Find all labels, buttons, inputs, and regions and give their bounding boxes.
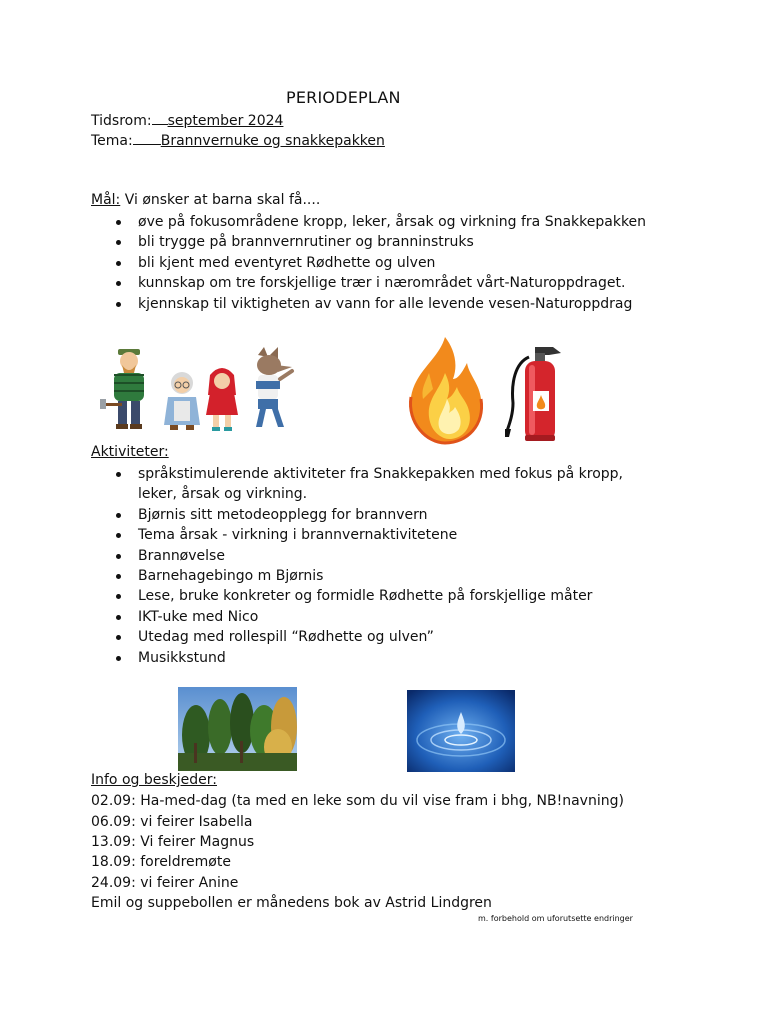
info-heading: Info og beskjeder: xyxy=(91,772,217,788)
activity-item xyxy=(113,464,623,505)
period-label: Tidsrom: xyxy=(91,113,152,129)
activity-item: Bjørnis sitt metodeopplegg for brannvern xyxy=(113,505,623,525)
activity-item: Barnehagebingo m Bjørnis xyxy=(113,566,623,586)
period-value: september 2024 xyxy=(167,113,284,129)
activity-item: Brannøvelse xyxy=(113,546,623,566)
activities-list xyxy=(113,464,623,668)
theme-blank xyxy=(133,132,161,145)
theme-label: Tema: xyxy=(91,133,133,149)
red-riding-hood-figure xyxy=(206,368,238,431)
goals-intro-text: Vi ønsker at barna skal få.... xyxy=(120,192,321,208)
woodcutter-figure xyxy=(100,349,144,429)
activity-item-text: språkstimulerende aktiviteter fra Snakkepakken med fokus på kropp, xyxy=(138,466,623,482)
fire-extinguisher-icon xyxy=(505,343,567,445)
info-line: 24.09: vi feirer Anine xyxy=(91,875,239,891)
grandmother-figure xyxy=(164,372,200,430)
period-line xyxy=(91,112,283,129)
info-line: 13.09: Vi feirer Magnus xyxy=(91,834,255,850)
goal-item: kjennskap til viktigheten av vann for alle levende vesen-Naturoppdrag xyxy=(113,294,646,314)
fire-flame-icon xyxy=(403,333,487,445)
goals-heading: Mål: xyxy=(91,192,121,208)
activity-item: Musikkstund xyxy=(113,648,623,668)
activities-heading: Aktiviteter: xyxy=(91,444,169,460)
wolf-figure xyxy=(256,347,292,427)
forest-trees-photo xyxy=(178,687,297,771)
period-blank xyxy=(152,112,168,125)
activity-item: Tema årsak - virkning i brannvernaktivitetene xyxy=(113,525,623,545)
theme-line xyxy=(91,132,385,149)
info-line: 18.09: foreldremøte xyxy=(91,854,231,870)
activity-item: IKT-uke med Nico xyxy=(113,607,623,627)
activity-item: Utedag med rollespill “Rødhette og ulven” xyxy=(113,627,623,647)
info-line: 02.09: Ha-med-dag (ta med en leke som du vil vise fram i bhg, NB!navning) xyxy=(91,793,624,809)
goal-item: bli kjent med eventyret Rødhette og ulven xyxy=(113,253,646,273)
footnote: m. forbehold om uforutsette endringer xyxy=(478,914,633,923)
document-title: PERIODEPLAN xyxy=(286,88,401,107)
theme-value: Brannvernuke og snakkepakken xyxy=(160,133,385,149)
goal-item: bli trygge på brannvernrutiner og branninstruks xyxy=(113,232,646,252)
goal-item: kunnskap om tre forskjellige trær i nærområdet vårt-Naturoppdraget. xyxy=(113,273,646,293)
goals-intro xyxy=(91,192,320,208)
goal-item: øve på fokusområdene kropp, leker, årsak og virkning fra Snakkepakken xyxy=(113,212,646,232)
water-drop-photo xyxy=(407,690,515,772)
info-line: Emil og suppebollen er månedens bok av Astrid Lindgren xyxy=(91,895,492,911)
info-line: 06.09: vi feirer Isabella xyxy=(91,814,253,830)
red-riding-hood-characters-image xyxy=(98,345,298,435)
activity-item-continuation: leker, årsak og virkning. xyxy=(138,486,308,503)
activity-item: Lese, bruke konkreter og formidle Rødhette på forskjellige måter xyxy=(113,586,623,606)
goals-list xyxy=(113,212,646,314)
